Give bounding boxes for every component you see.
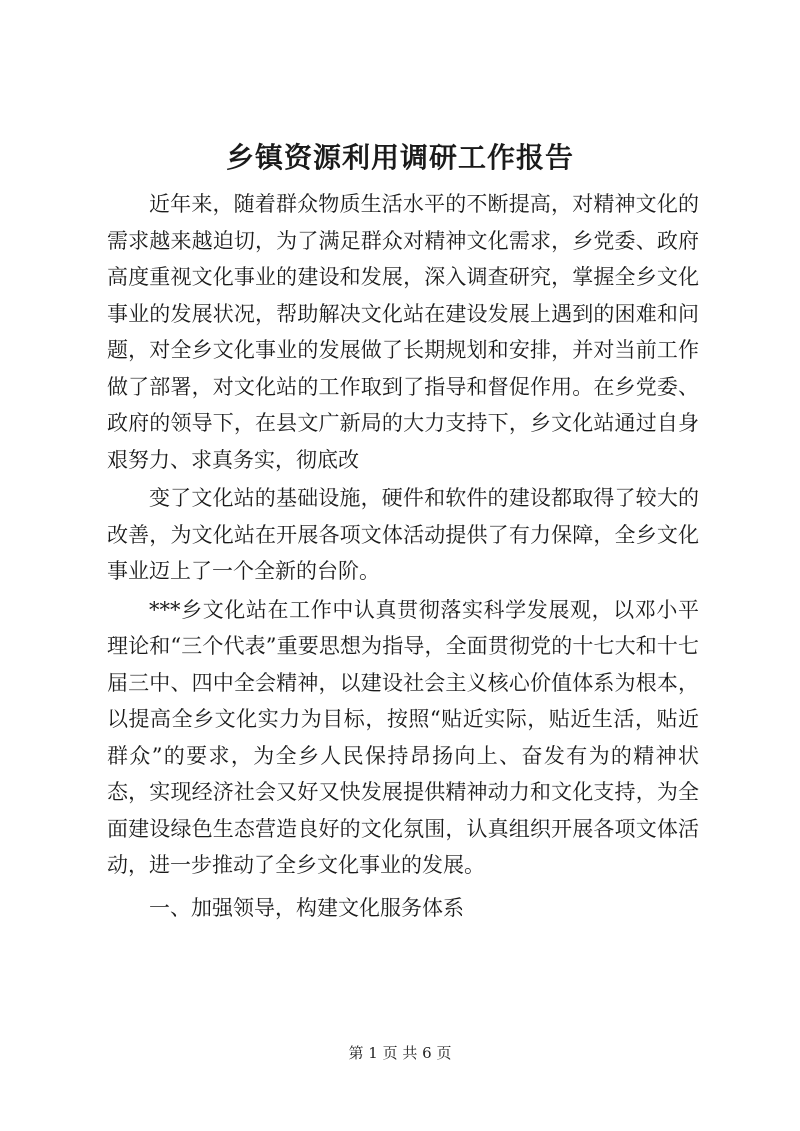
paragraph-2: 变了文化站的基础设施，硬件和软件的建设都取得了较大的改善，为文化站在开展各项文体活动提供了有力保障，全乡文化事业迈上了一个全新的台阶。 [107,486,699,583]
section-heading: 一、加强领导，构建文化服务体系 [149,895,464,920]
page-number-footer: 第 1 页 共 6 页 [348,1044,452,1062]
document-body [107,186,699,926]
paragraph-1: 近年来，随着群众物质生活水平的不断提高，对精神文化的需求越来越迫切，为了满足群众对精神文化需求，乡党委、政府高度重视文化事业的建设和发展，深入调查研究，掌握全乡文化事业的发展状况，帮助解决文化站在建设发展上遇到的困难和问题，对全乡文化事业的发展做了长期规划和安排，并对当前工作做了部署，对文化站的工作取到了指导和督促作用。在乡党委、政府的领导下，在县文广新局的大力支持下，乡文化站通过自身艰努力、求真务实，彻底改 [107,192,699,472]
paragraph-3: ***乡文化站在工作中认真贯彻落实科学发展观，以邓小平理论和“三个代表”重要思想为指导，全面贯彻党的十七大和十七届三中、四中全会精神，以建设社会主义核心价值体系为根本，以提高全乡文化实力为目标，按照“贴近实际，贴近生活，贴近群众”的要求，为全乡人民保持昂扬向上、奋发有为的精神状态，实现经济社会又好又快发展提供精神动力和文化支持，为全面建设绿色生态营造良好的文化氛围，认真组织开展各项文体活动，进一步推动了全乡文化事业的发展。 [107,597,699,877]
document-title: 乡镇资源利用调研工作报告 [225,141,574,174]
